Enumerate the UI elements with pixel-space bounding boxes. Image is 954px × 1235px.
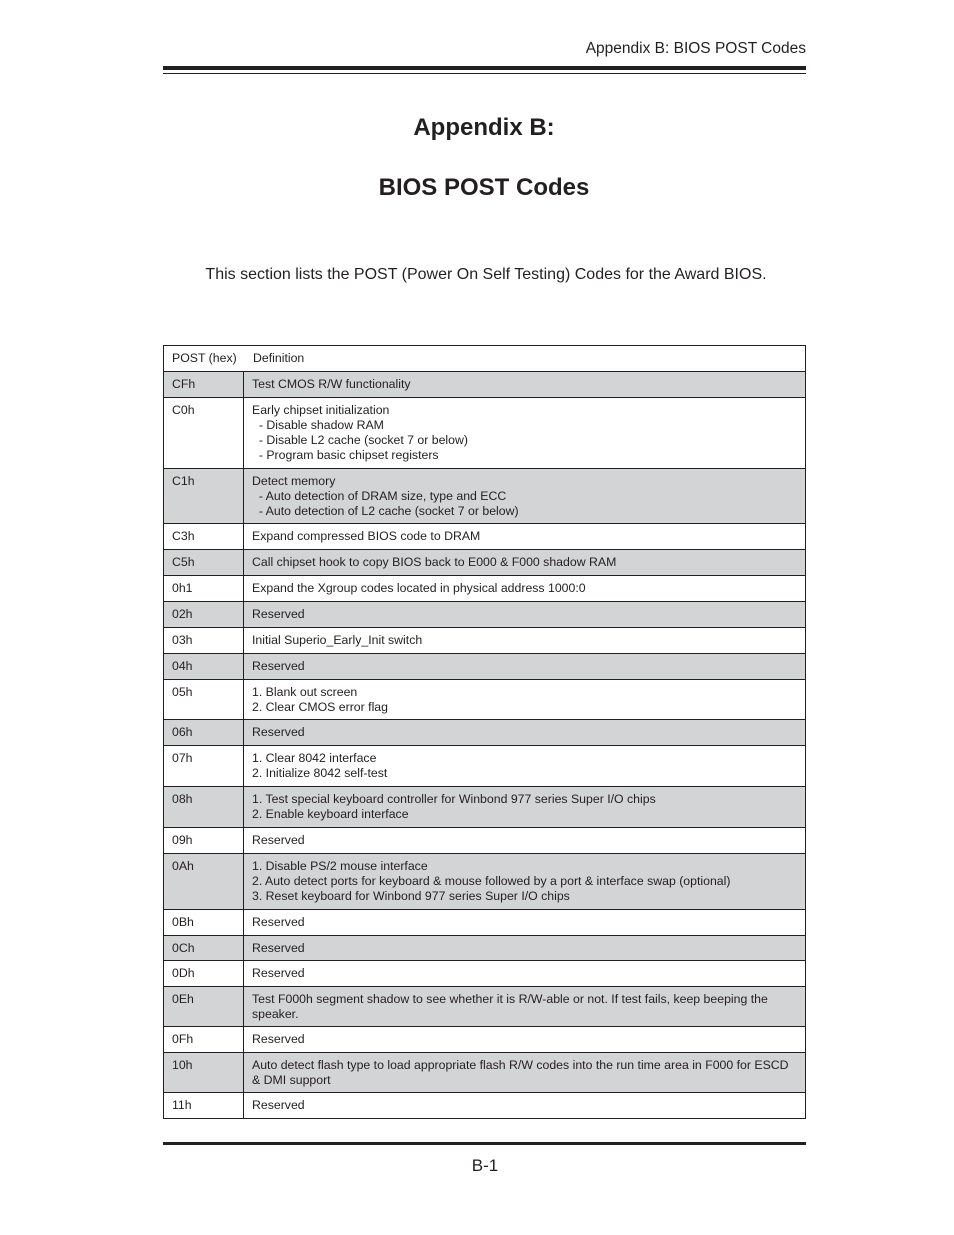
definition-line: speaker. — [252, 1007, 299, 1021]
running-head: Appendix B: BIOS POST Codes — [585, 40, 806, 57]
definition-cell — [244, 1053, 805, 1092]
definition-line: Test F000h segment shadow to see whether it is R/W-able or not. If test fails, keep beeping the — [252, 992, 768, 1006]
post-code-cell: 03h — [164, 628, 244, 653]
definition-line: - Auto detection of DRAM size, type and ECC — [252, 489, 507, 503]
definition-line: Reserved — [252, 725, 305, 739]
definition-line: Test CMOS R/W functionality — [252, 377, 411, 391]
table-row — [164, 745, 805, 786]
table-row — [164, 523, 805, 549]
definition-cell — [244, 787, 805, 827]
post-codes-table — [163, 345, 806, 1119]
page-number: B-1 — [471, 1156, 499, 1175]
table-row — [164, 827, 805, 853]
table-row — [164, 935, 805, 960]
table-row — [164, 601, 805, 627]
post-code-cell: 10h — [164, 1053, 244, 1092]
post-code-cell: 05h — [164, 680, 244, 719]
table-row — [164, 719, 805, 745]
definition-line: Expand the Xgroup codes located in physical address 1000:0 — [252, 581, 586, 595]
appendix-subtitle: BIOS POST Codes — [378, 174, 590, 201]
post-code-cell: 0Dh — [164, 961, 244, 986]
definition-cell — [244, 936, 805, 960]
definition-cell — [244, 828, 805, 853]
table-row — [164, 371, 805, 397]
table-row — [164, 679, 805, 719]
table-row — [164, 1092, 805, 1118]
table-row — [164, 653, 805, 679]
table-row — [164, 786, 805, 827]
definition-line: 2. Initialize 8042 self-test — [252, 766, 388, 780]
definition-cell — [244, 746, 805, 786]
definition-line: Initial Superio_Early_Init switch — [252, 633, 423, 647]
definition-cell — [244, 910, 805, 935]
post-code-cell: 0Eh — [164, 987, 244, 1026]
definition-line: 1. Disable PS/2 mouse interface — [252, 859, 428, 873]
definition-line: Reserved — [252, 915, 305, 929]
definition-line: Detect memory — [252, 474, 336, 488]
table-row — [164, 549, 805, 575]
definition-line: Reserved — [252, 966, 305, 980]
post-code-cell: 04h — [164, 654, 244, 679]
definition-cell — [244, 1093, 805, 1118]
definition-cell — [244, 1027, 805, 1052]
definition-line: 1. Clear 8042 interface — [252, 751, 377, 765]
footer-rule — [163, 1142, 806, 1145]
definition-cell — [244, 987, 805, 1026]
post-code-cell: 09h — [164, 828, 244, 853]
definition-cell — [244, 720, 805, 745]
definition-line: Reserved — [252, 833, 305, 847]
intro-paragraph: This section lists the POST (Power On Self Testing) Codes for the Award BIOS. — [205, 266, 767, 283]
table-header-row — [164, 346, 805, 371]
definition-line: 1. Test special keyboard controller for Winbond 977 series Super I/O chips — [252, 792, 656, 806]
table-row — [164, 575, 805, 601]
definition-cell — [244, 398, 805, 468]
post-code-cell: 06h — [164, 720, 244, 745]
definition-cell — [244, 524, 805, 549]
post-code-cell: 0Ch — [164, 936, 244, 960]
definition-line: 1. Blank out screen — [252, 685, 358, 699]
definition-line: 2. Clear CMOS error flag — [252, 700, 388, 714]
definition-cell — [244, 961, 805, 986]
definition-line: - Auto detection of L2 cache (socket 7 or below) — [252, 504, 519, 518]
definition-line: Reserved — [252, 659, 305, 673]
definition-line: - Disable L2 cache (socket 7 or below) — [252, 433, 468, 447]
table-row — [164, 1026, 805, 1052]
table-row — [164, 960, 805, 986]
appendix-title: Appendix B: — [413, 114, 555, 141]
post-code-cell: 07h — [164, 746, 244, 786]
post-code-cell: 08h — [164, 787, 244, 827]
post-code-cell: 02h — [164, 602, 244, 627]
post-code-cell: 0Ah — [164, 854, 244, 909]
definition-cell — [244, 550, 805, 575]
definition-line: Auto detect flash type to load appropriate flash R/W codes into the run time area in F000 for ESCD — [252, 1058, 789, 1072]
header-post-hex: POST (hex) — [172, 351, 237, 365]
definition-line: Early chipset initialization — [252, 403, 390, 417]
header-definition: Definition — [253, 351, 305, 365]
definition-line: Reserved — [252, 1098, 305, 1112]
definition-cell — [244, 680, 805, 719]
table-row — [164, 986, 805, 1026]
definition-cell — [244, 654, 805, 679]
table-row — [164, 909, 805, 935]
definition-line: 3. Reset keyboard for Winbond 977 series Super I/O chips — [252, 889, 570, 903]
definition-line: - Disable shadow RAM — [252, 418, 384, 432]
post-code-cell: 11h — [164, 1093, 244, 1118]
definition-line: Reserved — [252, 607, 305, 621]
definition-line: & DMI support — [252, 1073, 331, 1087]
post-code-cell: 0Fh — [164, 1027, 244, 1052]
definition-cell — [244, 576, 805, 601]
definition-line: Call chipset hook to copy BIOS back to E000 & F000 shadow RAM — [252, 555, 617, 569]
definition-line: Reserved — [252, 941, 305, 955]
definition-cell — [244, 602, 805, 627]
header-rule-thin — [163, 73, 806, 74]
post-code-cell: CFh — [164, 372, 244, 397]
table-row — [164, 627, 805, 653]
post-code-cell: C5h — [164, 550, 244, 575]
definition-line: Reserved — [252, 1032, 305, 1046]
post-code-cell: C1h — [164, 469, 244, 523]
definition-cell — [244, 372, 805, 397]
definition-line: 2. Auto detect ports for keyboard & mouse followed by a port & interface swap (optional) — [252, 874, 731, 888]
table-row — [164, 397, 805, 468]
post-code-cell: 0Bh — [164, 910, 244, 935]
definition-cell — [244, 469, 805, 523]
definition-line: - Program basic chipset registers — [252, 448, 439, 462]
definition-cell — [244, 628, 805, 653]
post-code-cell: 0h1 — [164, 576, 244, 601]
post-code-cell: C3h — [164, 524, 244, 549]
table-row — [164, 1052, 805, 1092]
header-rule-thick — [163, 66, 806, 70]
table-row — [164, 468, 805, 523]
table-row — [164, 853, 805, 909]
definition-line: Expand compressed BIOS code to DRAM — [252, 529, 481, 543]
post-code-cell: C0h — [164, 398, 244, 468]
definition-cell — [244, 854, 805, 909]
definition-line: 2. Enable keyboard interface — [252, 807, 409, 821]
